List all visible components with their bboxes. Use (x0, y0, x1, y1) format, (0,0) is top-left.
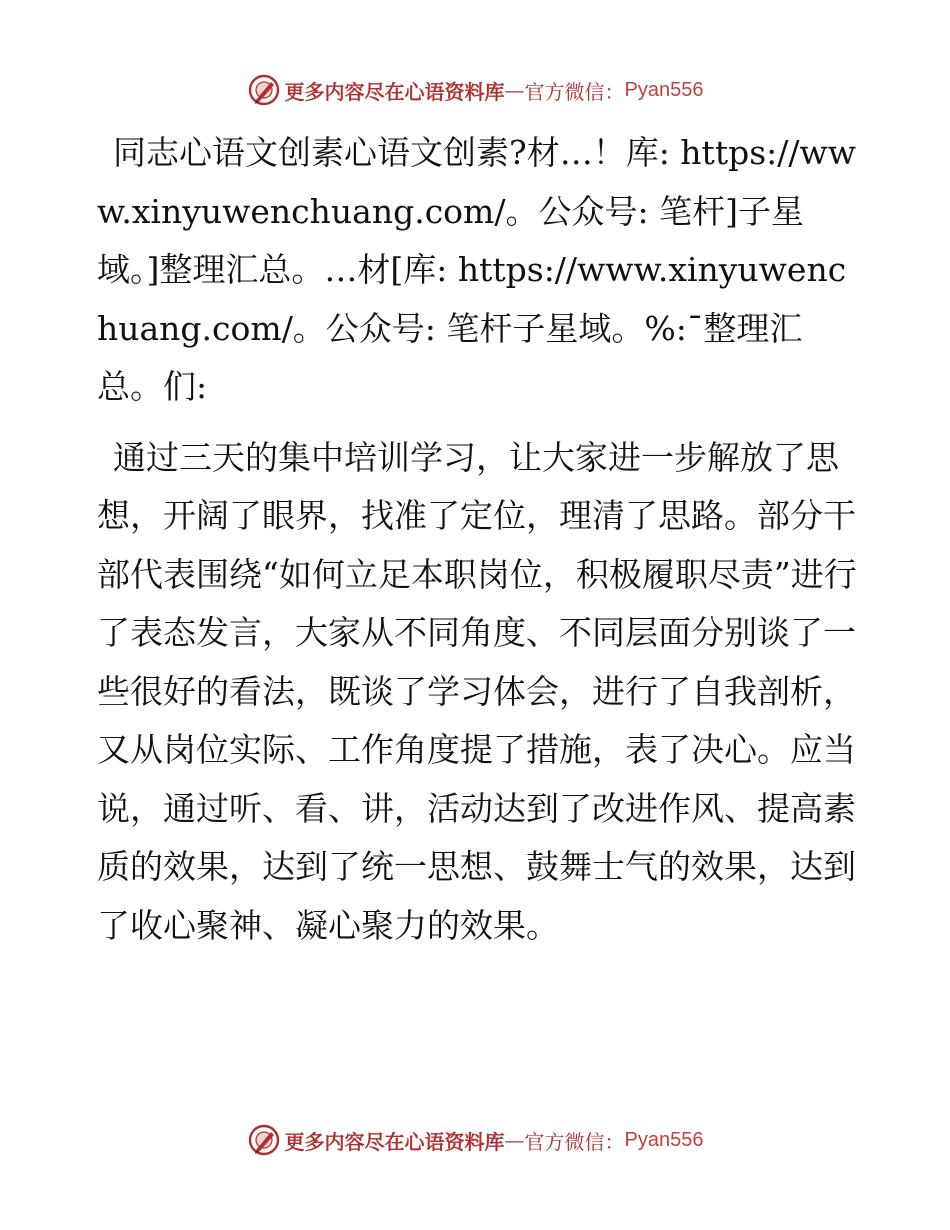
banner-wechat-id: Pyan556 (624, 1128, 704, 1151)
banner-main-text: 更多内容尽在心语资料库 (284, 1129, 505, 1154)
document-body (97, 124, 857, 955)
banner-sub-text: 官方微信： (524, 79, 625, 104)
banner-main-text: 更多内容尽在心语资料库 (284, 79, 505, 104)
paragraph-1-text: 同志心语文创素心语文创素?材…！库: https://www.xinyuwenchuang.com/。公众号: 笔杆]子星域。]整理汇总。…材[库: https://www.xinyuwenchuang.com/。公众号: 笔杆子星域。%:¯整理汇总。们: (97, 133, 856, 406)
paragraph-1 (97, 124, 857, 417)
banner-sub-text: 官方微信： (524, 1129, 625, 1154)
banner-dash: — (504, 1128, 525, 1152)
paragraph-2 (97, 429, 857, 956)
pen-logo-icon (247, 73, 281, 107)
banner-dash: — (504, 78, 525, 102)
footer-banner (0, 1120, 950, 1160)
pen-logo-icon (247, 1123, 281, 1157)
header-banner (0, 70, 950, 110)
paragraph-2-text: 通过三天的集中培训学习，让大家进一步解放了思想，开阔了眼界，找准了定位，理清了思路。部分干部代表围绕“如何立足本职岗位，积极履职尽责”进行了表态发言，大家从不同角度、不同层面分别谈了一些很好的看法，既谈了学习体会，进行了自我剖析，又从岗位实际、工作角度提了措施，表了决心。应当说，通过听、看、讲，活动达到了改进作风、提高素质的效果，达到了统一思想、鼓舞士气的效果，达到了收心聚神、凝心聚力的效果。 (97, 437, 857, 945)
banner-wechat-id: Pyan556 (624, 78, 704, 101)
